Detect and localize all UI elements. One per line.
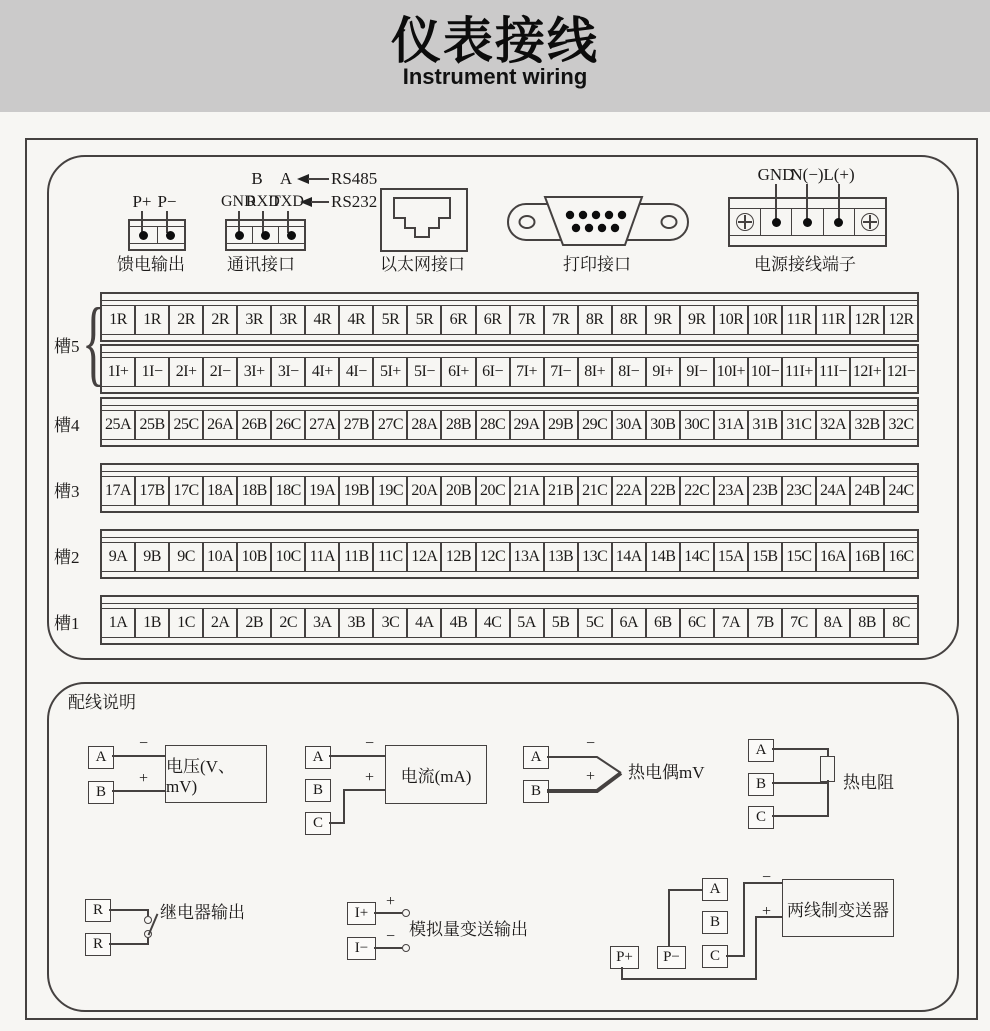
wiring-notes-panel: [47, 682, 959, 1012]
contact-circle: [144, 916, 152, 924]
terminal-box-r: R: [85, 899, 111, 922]
wire: [772, 815, 829, 817]
terminal-cell: 4R: [304, 306, 338, 334]
terminal-cell: 8I−: [611, 358, 645, 386]
terminal-cell: 27A: [304, 411, 338, 439]
terminal-cell: 11R: [781, 306, 815, 334]
voltage-device-box: 电压(V、mV): [165, 745, 267, 803]
comm-label-gnd: GND: [221, 193, 256, 210]
ethernet-port-caption: 以太网接口: [380, 255, 465, 274]
terminal-cell: 3R: [270, 306, 304, 334]
terminal-box-i-plus: I+: [347, 902, 376, 925]
terminal-box-p-minus: P−: [657, 946, 686, 969]
terminal-cell: 14C: [679, 543, 713, 571]
terminal-cell: 2B: [236, 609, 270, 637]
rtd-label: 热电阻: [843, 773, 894, 792]
feed-output-terminal-block: [128, 219, 186, 251]
terminal-strip-slot1: [100, 595, 919, 645]
terminal-cell: 12A: [406, 543, 440, 571]
power-label-gnd: GND: [757, 165, 795, 184]
terminal-cell: 29B: [543, 411, 577, 439]
terminal-cell: 18B: [236, 477, 270, 505]
terminal-cell: 3B: [338, 609, 372, 637]
terminal-cell: 22B: [645, 477, 679, 505]
polarity-minus: −: [139, 735, 149, 752]
terminal-cell: 11B: [338, 543, 372, 571]
polarity-minus: −: [365, 735, 375, 752]
terminal-cell: 8R: [611, 306, 645, 334]
terminal-cell: 28B: [440, 411, 474, 439]
terminal-cell: 3I−: [270, 358, 304, 386]
terminal-cell: 2I+: [168, 358, 202, 386]
terminal-cell: 10I−: [747, 358, 781, 386]
terminal-strip-slot5-current-row: [100, 344, 919, 394]
terminal-cell: 5B: [543, 609, 577, 637]
wire: [147, 938, 149, 945]
contact-circle: [402, 909, 410, 917]
comm-port-caption: 通讯接口: [227, 255, 295, 274]
terminal-box-b: B: [305, 779, 331, 802]
comm-label-b: B: [251, 169, 263, 188]
polarity-minus: −: [762, 869, 772, 886]
terminal-cell: 5C: [577, 609, 611, 637]
terminal-cell: 19A: [304, 477, 338, 505]
wire: [343, 789, 345, 824]
wiring-notes-header: 配线说明: [68, 693, 136, 712]
terminal-cell: 19B: [338, 477, 372, 505]
polarity-plus: +: [386, 893, 396, 910]
terminal-cell: 7C: [781, 609, 815, 637]
terminal-cell: 6R: [475, 306, 509, 334]
polarity-minus: −: [386, 928, 396, 945]
terminal-cell: 29C: [577, 411, 611, 439]
terminal-dot: [834, 218, 843, 227]
page-subtitle: Instrument wiring: [402, 64, 588, 89]
terminal-cell: 7I−: [543, 358, 577, 386]
terminal-cell: 24C: [883, 477, 917, 505]
contact-circle: [402, 944, 410, 952]
wire: [311, 201, 329, 203]
terminal-cell: 3A: [304, 609, 338, 637]
polarity-plus: +: [139, 770, 149, 787]
terminal-box-b: B: [748, 773, 774, 796]
terminal-box-p-plus: P+: [610, 946, 639, 969]
terminal-cell: 10B: [236, 543, 270, 571]
terminal-cell: 4R: [338, 306, 372, 334]
wire: [147, 909, 149, 916]
terminal-cell: 9I−: [679, 358, 713, 386]
wire: [109, 943, 149, 945]
terminal-cell: 27B: [338, 411, 372, 439]
terminal-dot: [166, 231, 175, 240]
printer-port: [500, 192, 696, 250]
terminal-cell: 31C: [781, 411, 815, 439]
terminal-cell: 23A: [713, 477, 747, 505]
terminal-box-b: B: [702, 911, 728, 934]
wire: [112, 790, 165, 792]
terminal-cell: 3I+: [236, 358, 270, 386]
power-terminal-caption: 电源接线端子: [754, 255, 856, 274]
terminal-cell: 26C: [270, 411, 304, 439]
rs232-label: RS232: [331, 192, 378, 211]
power-terminal-block: [728, 197, 887, 247]
terminal-cell: 29A: [509, 411, 543, 439]
terminal-cell: 10R: [713, 306, 747, 334]
terminal-cell: 14A: [611, 543, 645, 571]
terminal-cell: 7R: [509, 306, 543, 334]
terminal-box-i-minus: I−: [347, 937, 376, 960]
terminal-cell: 7R: [543, 306, 577, 334]
terminal-box-a: A: [748, 739, 774, 762]
terminal-cell: 20C: [475, 477, 509, 505]
terminal-cell: 28A: [406, 411, 440, 439]
terminal-cell: 27C: [372, 411, 406, 439]
terminal-cell: 12R: [883, 306, 917, 334]
terminal-cell: 6B: [645, 609, 679, 637]
terminal-cell: 8B: [849, 609, 883, 637]
wire: [827, 780, 829, 816]
analog-output-label: 模拟量变送输出: [409, 920, 528, 939]
terminal-cell: 25A: [104, 416, 132, 433]
wire: [755, 916, 757, 980]
terminal-cell: 14B: [645, 543, 679, 571]
slot1-label: 槽1: [54, 614, 80, 633]
terminal-cell: 9B: [134, 543, 168, 571]
terminal-cell: 6R: [440, 306, 474, 334]
terminal-box-b: B: [523, 780, 549, 803]
terminal-cell: 16B: [849, 543, 883, 571]
wire: [329, 755, 385, 757]
terminal-cell: 10C: [270, 543, 304, 571]
terminal-box-r: R: [85, 933, 111, 956]
terminal-box-a: A: [702, 878, 728, 901]
terminal-cell: 19C: [372, 477, 406, 505]
wire: [772, 748, 829, 750]
feed-terminal-label-p-minus: P−: [157, 192, 177, 211]
terminal-cell: 2C: [270, 609, 304, 637]
terminal-cell: 2A: [202, 609, 236, 637]
terminal-cell: 1C: [168, 609, 202, 637]
terminal-cell: 15A: [713, 543, 747, 571]
terminal-cell: 1B: [134, 609, 168, 637]
terminal-cell: 20A: [406, 477, 440, 505]
terminal-strip-slot4: [100, 397, 919, 447]
terminal-cell: 21B: [543, 477, 577, 505]
slot2-label: 槽2: [54, 548, 80, 567]
terminal-cell: 31B: [747, 411, 781, 439]
terminal-cell: 30A: [611, 411, 645, 439]
terminal-cell: 9A: [108, 548, 128, 565]
wire: [772, 782, 829, 784]
terminal-cell: 22A: [611, 477, 645, 505]
wire: [343, 789, 385, 791]
terminal-dot: [261, 231, 270, 240]
terminal-dot: [803, 218, 812, 227]
terminal-cell: 7B: [747, 609, 781, 637]
wire: [308, 178, 329, 180]
terminal-dot: [235, 231, 244, 240]
terminal-cell: 8I+: [577, 358, 611, 386]
wire: [374, 912, 402, 914]
comm-label-a: A: [279, 169, 293, 188]
terminal-cell: 4A: [406, 609, 440, 637]
slot5-label: 槽5: [54, 337, 80, 356]
terminal-cell: 32C: [883, 411, 917, 439]
wire: [668, 889, 670, 946]
terminal-cell: 11A: [304, 543, 338, 571]
power-label-l: L(+): [823, 165, 855, 184]
terminal-cell: 32B: [849, 411, 883, 439]
terminal-cell: 6I−: [475, 358, 509, 386]
terminal-cell: 6A: [611, 609, 645, 637]
polarity-minus: −: [586, 735, 596, 752]
terminal-cell: 5I+: [372, 358, 406, 386]
terminal-box-c: C: [305, 812, 331, 835]
terminal-cell: 1R: [109, 311, 127, 328]
terminal-cell: 1I−: [134, 358, 168, 386]
terminal-cell: 4B: [440, 609, 474, 637]
current-device-box: 电流(mA): [385, 745, 487, 804]
db9-connector-icon: [500, 192, 696, 250]
terminal-cell: 28C: [475, 411, 509, 439]
wire: [374, 947, 402, 949]
terminal-cell: 16A: [815, 543, 849, 571]
terminal-dot: [139, 231, 148, 240]
transmitter-device-box: 两线制变送器: [782, 879, 894, 937]
polarity-plus: +: [762, 903, 772, 920]
feed-terminal-label-p-plus: P+: [132, 192, 152, 211]
terminal-cell: 12B: [440, 543, 474, 571]
comm-terminal-block: [225, 219, 306, 251]
page-title: 仪表接线: [391, 13, 599, 69]
terminal-cell: 20B: [440, 477, 474, 505]
ethernet-port-outline: [380, 188, 468, 252]
terminal-cell: 25C: [168, 411, 202, 439]
title-band: [0, 0, 990, 112]
terminal-cell: 17B: [134, 477, 168, 505]
terminal-cell: 13B: [543, 543, 577, 571]
comm-label-txd: TXD: [271, 193, 304, 210]
terminal-cell: 17A: [104, 482, 132, 499]
comm-label-rxd: RXD: [246, 193, 280, 210]
terminal-cell: 26B: [236, 411, 270, 439]
rs485-label: RS485: [331, 169, 378, 188]
wire: [621, 978, 757, 980]
terminal-box-a: A: [523, 746, 549, 769]
terminal-cell: 12C: [475, 543, 509, 571]
terminal-cell: 7I+: [509, 358, 543, 386]
terminal-cell: 4I−: [338, 358, 372, 386]
terminal-cell: 23B: [747, 477, 781, 505]
terminal-cell: 5R: [406, 306, 440, 334]
terminal-cell: 31A: [713, 411, 747, 439]
terminal-cell: 11R: [815, 306, 849, 334]
wire: [668, 889, 702, 891]
terminal-cell: 11I−: [815, 358, 849, 386]
terminal-cell: 13A: [509, 543, 543, 571]
terminal-cell: 21C: [577, 477, 611, 505]
terminal-cell: 17C: [168, 477, 202, 505]
terminal-cell: 9R: [645, 306, 679, 334]
terminal-cell: 6C: [679, 609, 713, 637]
terminal-cell: 10R: [747, 306, 781, 334]
terminal-cell: 1A: [108, 614, 128, 631]
terminal-cell: 9C: [168, 543, 202, 571]
terminal-cell: 4I+: [304, 358, 338, 386]
screw-icon: [861, 213, 879, 231]
terminal-cell: 5R: [372, 306, 406, 334]
terminal-cell: 32A: [815, 411, 849, 439]
terminal-cell: 2I−: [202, 358, 236, 386]
terminal-dot: [287, 231, 296, 240]
terminal-cell: 13C: [577, 543, 611, 571]
terminal-cell: 10A: [202, 543, 236, 571]
wire: [621, 967, 623, 980]
terminal-cell: 21A: [509, 477, 543, 505]
slot4-label: 槽4: [54, 416, 80, 435]
terminal-cell: 11C: [372, 543, 406, 571]
terminal-cell: 18A: [202, 477, 236, 505]
terminal-cell: 2R: [168, 306, 202, 334]
terminal-cell: 10I+: [713, 358, 747, 386]
terminal-strip-slot5-relay-row: [100, 292, 919, 342]
terminal-cell: 8A: [815, 609, 849, 637]
terminal-cell: 5A: [509, 609, 543, 637]
rj45-jack-icon: [382, 190, 462, 246]
terminal-cell: 15B: [747, 543, 781, 571]
polarity-plus: +: [365, 769, 375, 786]
terminal-cell: 1I+: [107, 363, 129, 380]
terminal-box-a: A: [88, 746, 114, 769]
terminal-cell: 3C: [372, 609, 406, 637]
terminal-cell: 15C: [781, 543, 815, 571]
terminal-cell: 18C: [270, 477, 304, 505]
power-label-n: N(−): [790, 165, 824, 184]
terminal-cell: 8C: [883, 609, 917, 637]
terminal-cell: 11I+: [781, 358, 815, 386]
terminal-cell: 26A: [202, 411, 236, 439]
terminal-cell: 9I+: [645, 358, 679, 386]
terminal-cell: 1R: [134, 306, 168, 334]
terminal-box-c: C: [748, 806, 774, 829]
terminal-cell: 30B: [645, 411, 679, 439]
terminal-cell: 30C: [679, 411, 713, 439]
terminal-cell: 12I+: [849, 358, 883, 386]
terminal-cell: 3R: [236, 306, 270, 334]
terminal-cell: 12I−: [883, 358, 917, 386]
terminal-cell: 4C: [475, 609, 509, 637]
slot3-label: 槽3: [54, 482, 80, 501]
wire: [743, 882, 745, 957]
terminal-cell: 7A: [713, 609, 747, 637]
printer-port-caption: 打印接口: [563, 255, 631, 274]
terminal-strip-slot3: [100, 463, 919, 513]
polarity-plus: +: [586, 768, 596, 785]
terminal-cell: 5I−: [406, 358, 440, 386]
thermocouple-label: 热电偶mV: [628, 763, 705, 782]
terminal-cell: 22C: [679, 477, 713, 505]
terminal-cell: 16C: [883, 543, 917, 571]
terminal-cell: 12R: [849, 306, 883, 334]
terminal-cell: 23C: [781, 477, 815, 505]
terminal-strip-slot2: [100, 529, 919, 579]
terminal-dot: [772, 218, 781, 227]
terminal-cell: 25B: [134, 411, 168, 439]
terminal-box-c: C: [702, 945, 728, 968]
feed-output-caption: 馈电输出: [117, 255, 185, 274]
relay-output-label: 继电器输出: [160, 903, 245, 922]
screw-icon: [736, 213, 754, 231]
terminal-box-b: B: [88, 781, 114, 804]
terminal-cell: 8R: [577, 306, 611, 334]
resistor-symbol: [820, 756, 835, 782]
terminal-cell: 6I+: [440, 358, 474, 386]
terminal-cell: 2R: [202, 306, 236, 334]
wire: [112, 755, 165, 757]
terminal-cell: 24A: [815, 477, 849, 505]
wire: [109, 909, 149, 911]
terminal-cell: 24B: [849, 477, 883, 505]
terminal-cell: 9R: [679, 306, 713, 334]
terminal-box-a: A: [305, 746, 331, 769]
